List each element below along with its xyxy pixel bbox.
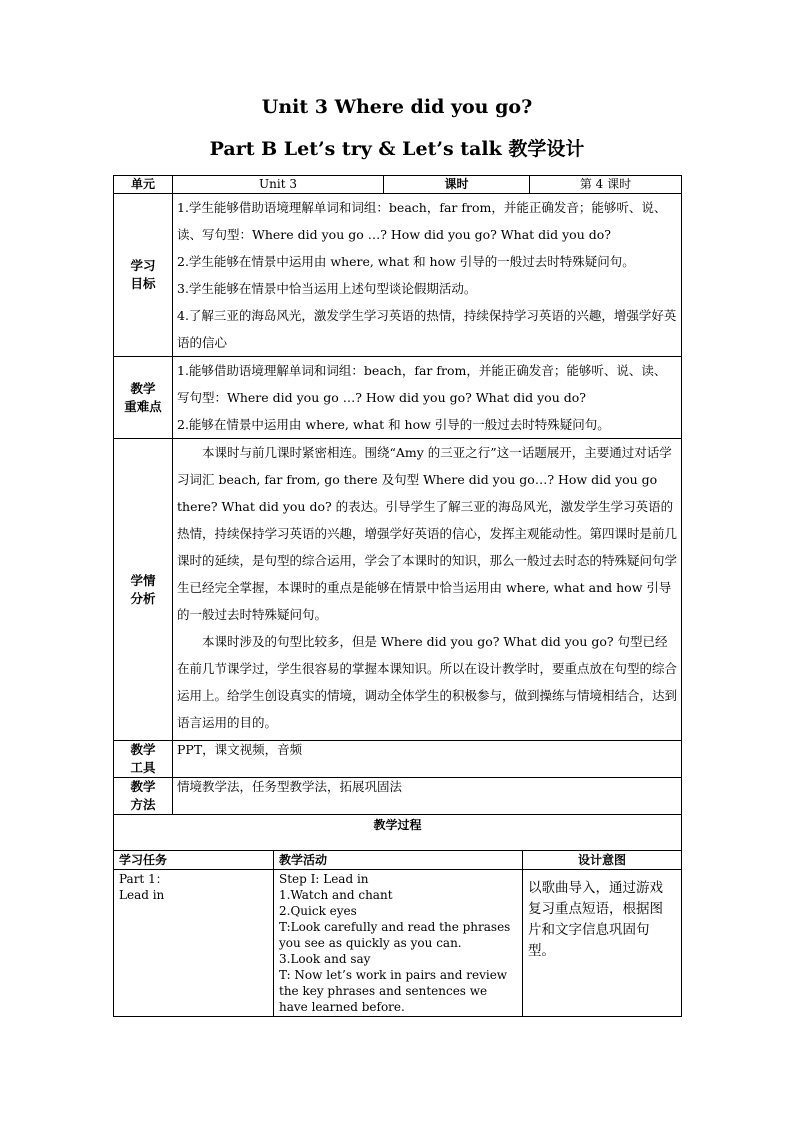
analysis-label-line2: 分析 <box>130 590 156 606</box>
objective-item: 3.学生能够在情景中恰当运用上述句型谈论假期活动。 <box>177 281 477 296</box>
objectives-label-line2: 目标 <box>130 276 156 291</box>
methods-value: 情境教学法，任务型教学法，拓展巩固法 <box>173 778 682 815</box>
unit-label: 单元 <box>114 176 173 194</box>
objectives-label <box>114 194 173 357</box>
process-table <box>113 850 682 1017</box>
document-subtitle: Part B Let’s try & Let’s talk 教学设计 <box>209 138 585 160</box>
tools-value: PPT，课文视频，音频 <box>173 741 682 778</box>
analysis-content <box>173 439 682 741</box>
activity-line: T: Now let’s work in pairs and review the key phrases and sentences we have learned before. <box>279 968 508 1014</box>
intent-column-header: 设计意图 <box>523 851 682 870</box>
key-points-content <box>173 357 682 439</box>
objective-item: 1.学生能够借助语境理解单词和词组：beach，far from，并能正确发音；能够听、说、读、写句型：Where did you go …? How did you go? What did you do? <box>177 200 667 242</box>
activity-line: 3.Look and say <box>279 952 371 966</box>
unit-value: Unit 3 <box>173 176 384 194</box>
analysis-paragraph-2: 本课时涉及的句型比较多，但是 Where did you go? What did you go? 句型已经在前几节课学过，学生很容易的掌握本课知识。所以在设计教学时，要重点放在句型的综合运用上。给学生创设真实的情境，调动全体学生的积极参与，做到操练与情境相结合，达到语言运用的目的。 <box>177 634 678 730</box>
task-line: Lead in <box>119 888 165 902</box>
document-title: Unit 3 Where did you go? <box>261 96 533 118</box>
key-point-item: 1.能够借助语境理解单词和词组：beach，far from，并能正确发音；能够听、说、读、写句型：Where did you go …? How did you go? What did you do? <box>177 363 667 405</box>
process-heading: 教学过程 <box>114 815 682 851</box>
analysis-paragraph-1: 本课时与前几课时紧密相连。围绕“Amy 的三亚之行”这一话题展开，主要通过对话学习词汇 beach, far from, go there 及句型 Where did you go…? How did you go there? What did you do? 的表达。引导学生了解三亚的海岛风光，激发学生学习英语的热情，持续保持学习英语的兴趣，增强学好英语的信心，发挥主观能动性。第四课时是前几课时的延续，是句型的综合运用，学会了本课时的知识，那么一般过去时态的特殊疑问句学生已经完全掌握，本课时的重点是能够在情景中恰当运用由 where, what and how 引导的一般过去时特殊疑问句。 <box>177 445 678 622</box>
methods-label <box>114 778 173 815</box>
tools-label-line1: 教学 <box>130 742 156 757</box>
analysis-label-line1: 学情 <box>130 572 156 588</box>
key-points-label-line1: 教学 <box>130 380 156 396</box>
intent-cell: 以歌曲导入，通过游戏复习重点短语，根据图片和文字信息巩固句型。 <box>523 870 682 1017</box>
tools-label-line2: 工具 <box>130 760 156 775</box>
methods-label-line2: 方法 <box>130 797 156 812</box>
period-label: 课时 <box>384 176 530 194</box>
activity-column-header: 教学活动 <box>274 851 523 870</box>
activity-line: Step I: Lead in <box>279 872 369 886</box>
tools-label <box>114 741 173 778</box>
task-cell <box>114 870 274 1017</box>
objective-item: 2.学生能够在情景中运用由 where, what 和 how 引导的一般过去时特殊疑问句。 <box>177 254 635 269</box>
activity-line: 2.Quick eyes <box>279 904 357 918</box>
key-point-item: 2.能够在情景中运用由 where, what 和 how 引导的一般过去时特殊疑问句。 <box>177 417 610 432</box>
activity-line: T:Look carefully and read the phrases you see as quickly as you can. <box>279 920 511 950</box>
methods-row <box>114 778 682 815</box>
header-row <box>114 176 682 194</box>
objectives-label-line1: 学习 <box>130 258 156 273</box>
activity-line: 1.Watch and chant <box>279 888 393 902</box>
objectives-row <box>114 194 682 357</box>
period-value: 第 4 课时 <box>530 176 682 194</box>
key-points-label-line2: 重难点 <box>124 398 162 414</box>
task-line: Part 1： <box>119 872 168 886</box>
lesson-info-table <box>113 175 682 851</box>
process-heading-row <box>114 815 682 851</box>
methods-label-line1: 教学 <box>130 779 156 794</box>
task-column-header: 学习任务 <box>114 851 274 870</box>
key-points-label <box>114 357 173 439</box>
key-points-row <box>114 357 682 439</box>
objective-item: 4.了解三亚的海岛风光，激发学生学习英语的热情，持续保持学习英语的兴趣，增强学好英语的信心 <box>177 308 677 350</box>
objectives-content <box>173 194 682 357</box>
process-row <box>114 870 682 1017</box>
process-header-row <box>114 851 682 870</box>
analysis-label <box>114 439 173 741</box>
activity-cell <box>274 870 523 1017</box>
tools-row <box>114 741 682 778</box>
analysis-row <box>114 439 682 741</box>
